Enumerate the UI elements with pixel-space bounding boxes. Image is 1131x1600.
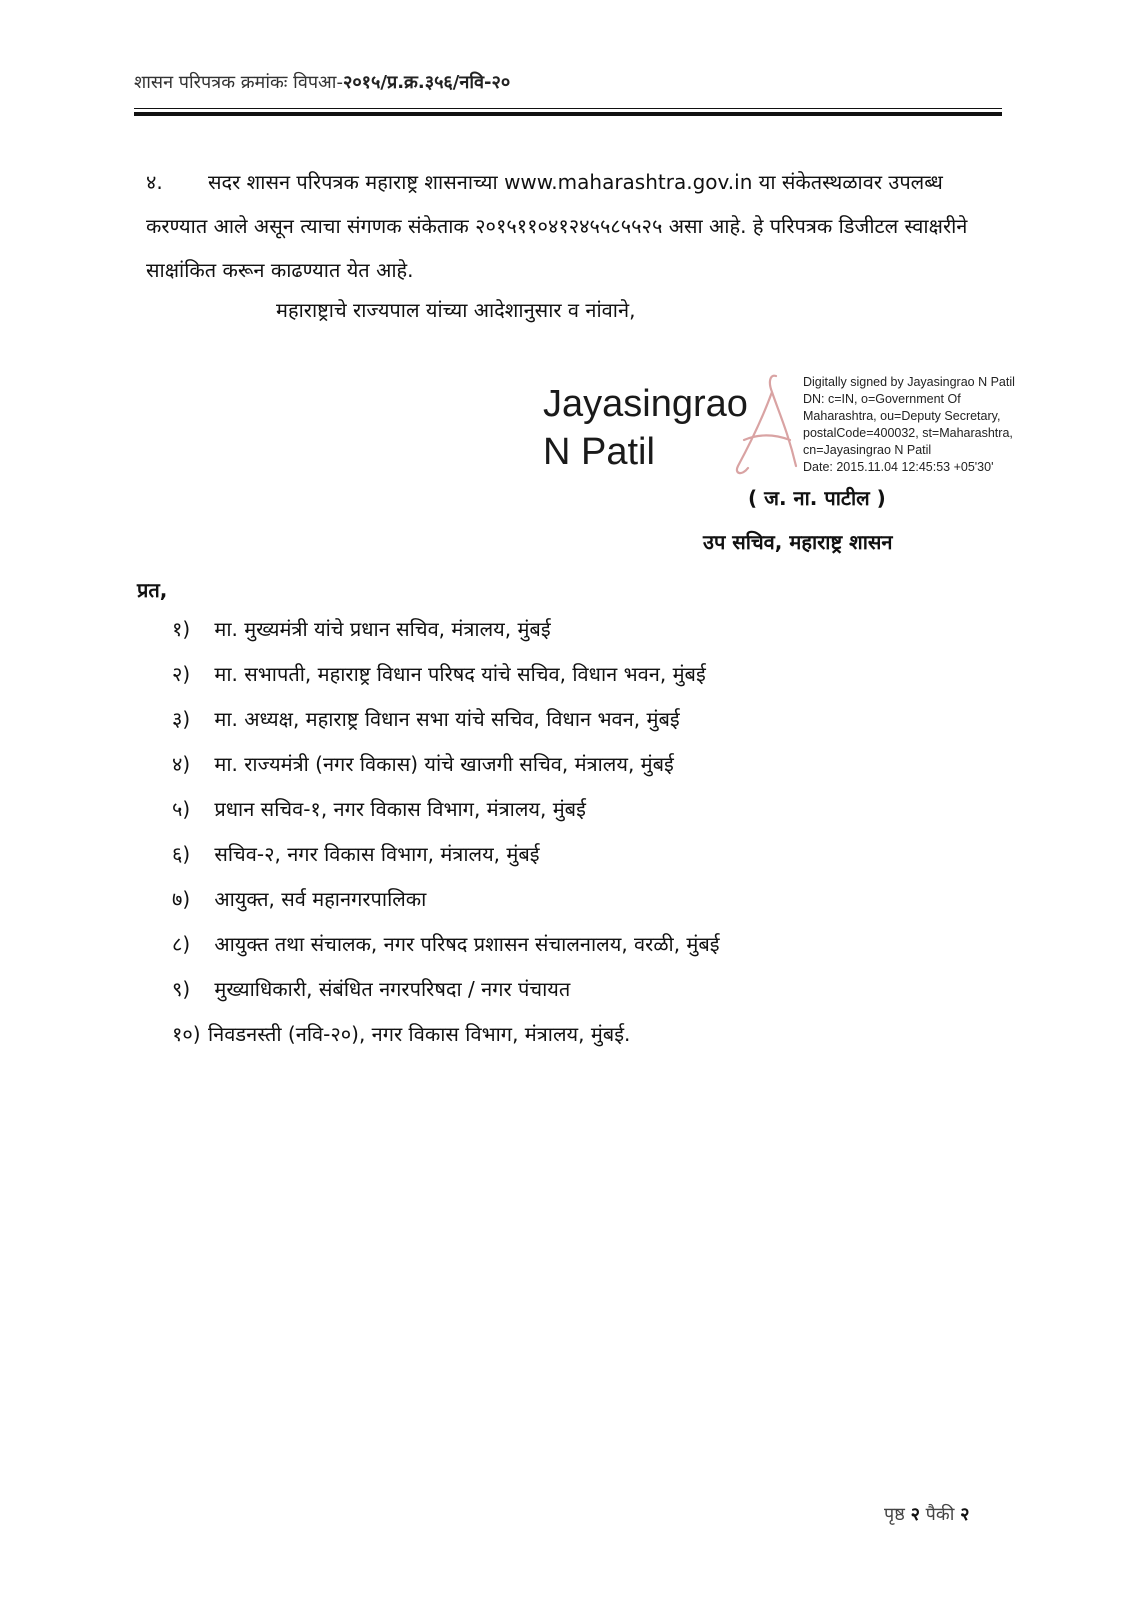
copies-heading: प्रत, <box>137 578 168 602</box>
list-item-number: २) <box>172 662 191 686</box>
list-item-text: निवडनस्ती (नवि-२०), नगर विकास विभाग, मंत्रालय, मुंबई. <box>208 1022 631 1046</box>
list-item <box>172 614 720 659</box>
list-item <box>172 704 720 749</box>
footer-total-pages: २ <box>960 1504 970 1525</box>
list-item-number: ७) <box>172 887 191 911</box>
header-rule-thin <box>134 108 1002 109</box>
list-item-number: ५) <box>172 797 191 821</box>
header-prefix: शासन परिपत्रक क्रमांकः विपआ- <box>134 72 343 93</box>
footer-of: पैकी <box>925 1504 955 1525</box>
list-item-text: मुख्याधिकारी, संबंधित नगरपरिषदा / नगर पंचायत <box>214 977 571 1001</box>
digital-signature-details <box>803 374 1015 476</box>
list-item <box>172 794 720 839</box>
list-item <box>172 884 720 929</box>
header-rule-thick <box>134 112 1002 116</box>
signature-detail-line: cn=Jayasingrao N Patil <box>803 443 932 457</box>
signer-name: ( ज. ना. पाटील ) <box>748 486 886 510</box>
signer-title: उप सचिव, महाराष्ट्र शासन <box>703 530 893 554</box>
list-item <box>172 659 720 704</box>
digital-signature-mark-icon <box>730 370 800 480</box>
signature-detail-line: Digitally signed by Jayasingrao N Patil <box>803 375 1015 389</box>
footer-page-number: २ <box>910 1504 920 1525</box>
signature-detail-line: DN: c=IN, o=Government Of <box>803 392 961 406</box>
signature-detail-line: Maharashtra, ou=Deputy Secretary, <box>803 409 1001 423</box>
list-item-text: मा. सभापती, महाराष्ट्र विधान परिषद यांचे सचिव, विधान भवन, मुंबई <box>214 662 706 686</box>
list-item <box>172 749 720 794</box>
paragraph-text: सदर शासन परिपत्रक महाराष्ट्र शासनाच्या www.maharashtra.gov.in या संकेतस्थळावर उपलब्ध करण्यात आले असून त्याचा संगणक संकेताक २०१५११०४१२४५५८५५२५ असा आहे. हे परिपत्रक डिजीटल स्वाक्षरीने साक्षांकित करून काढण्यात येत आहे. <box>146 170 968 282</box>
paragraph-number: ४. <box>146 170 163 194</box>
list-item-number: ६) <box>172 842 191 866</box>
circular-number: २०१५/प्र.क्र.३५६/नवि-२० <box>342 72 511 93</box>
list-item <box>172 974 720 1019</box>
list-item-number: १०) <box>172 1022 201 1046</box>
copies-list <box>172 614 720 1064</box>
salutation: महाराष्ट्राचे राज्यपाल यांच्या आदेशानुसार व नांवाने, <box>276 298 636 322</box>
list-item-text: आयुक्त तथा संचालक, नगर परिषद प्रशासन संचालनालय, वरळी, मुंबई <box>214 932 720 956</box>
list-item-number: ४) <box>172 752 191 776</box>
signature-name-line1: Jayasingrao <box>543 383 748 425</box>
list-item-text: सचिव-२, नगर विकास विभाग, मंत्रालय, मुंबई <box>214 842 540 866</box>
list-item-number: ८) <box>172 932 191 956</box>
list-item-text: मा. अध्यक्ष, महाराष्ट्र विधान सभा यांचे सचिव, विधान भवन, मुंबई <box>214 707 680 731</box>
page-footer <box>884 1502 970 1526</box>
list-item <box>172 839 720 884</box>
page-header <box>134 70 510 94</box>
paragraph-4 <box>146 160 1002 292</box>
list-item <box>172 1019 720 1064</box>
list-item <box>172 929 720 974</box>
signature-name <box>543 380 748 476</box>
list-item-number: १) <box>172 617 191 641</box>
signature-detail-line: postalCode=400032, st=Maharashtra, <box>803 426 1013 440</box>
list-item-text: मा. राज्यमंत्री (नगर विकास) यांचे खाजगी सचिव, मंत्रालय, मुंबई <box>214 752 674 776</box>
list-item-text: प्रधान सचिव-१, नगर विकास विभाग, मंत्रालय, मुंबई <box>214 797 586 821</box>
list-item-text: आयुक्त, सर्व महानगरपालिका <box>214 887 427 911</box>
signature-name-line2: N Patil <box>543 431 655 473</box>
footer-prefix: पृष्ठ <box>884 1504 905 1525</box>
list-item-text: मा. मुख्यमंत्री यांचे प्रधान सचिव, मंत्रालय, मुंबई <box>214 617 551 641</box>
list-item-number: ३) <box>172 707 191 731</box>
list-item-number: ९) <box>172 977 191 1001</box>
signature-detail-line: Date: 2015.11.04 12:45:53 +05'30' <box>803 460 994 474</box>
